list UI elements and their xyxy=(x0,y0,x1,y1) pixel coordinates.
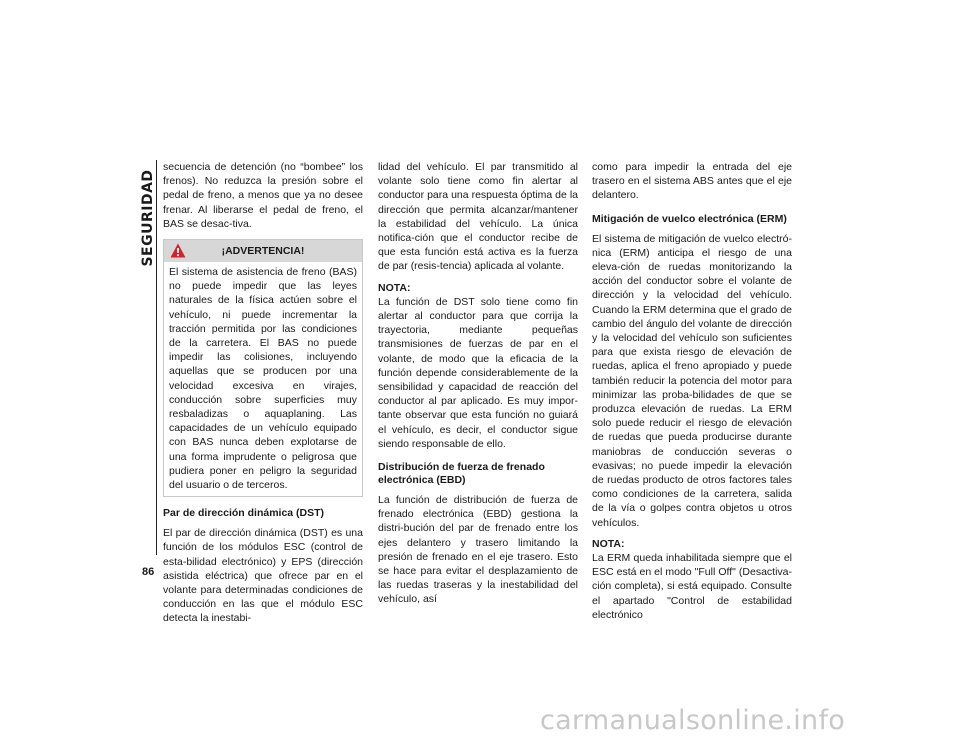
heading-erm: Mitigación de vuelco electrónica (ERM) xyxy=(592,212,787,225)
watermark: carmanualsonline.info xyxy=(540,705,846,736)
paragraph: La función de distribución de fuerza de frenado electrónica (EBD) gestiona la distri-bución del par de frenado entre los ejes delantero y trasero limitando la presión de frenado en el eje trasero. Esto se hace para evitar el desplazamiento de las ruedas traseras y la inestabilidad del vehículo, así xyxy=(378,494,578,606)
paragraph: como para impedir la entrada del eje trasero en el sistema ABS antes que el eje delantero. xyxy=(592,161,792,202)
paragraph: El par de dirección dinámica (DST) es una función de los módulos ESC (control de esta-bilidad electrónico) y EPS (dirección asistida eléctrica) que ofrece par en el volante para determinadas condiciones de conducción en las que el módulo ESC detecta la inestabi- xyxy=(163,527,363,625)
warning-header xyxy=(164,240,362,262)
warning-box xyxy=(163,239,363,497)
paragraph: secuencia de detención (no “bombee” los frenos). No reduzca la presión sobre el pedal de freno, a menos que ya no desee frenar. Al liberarse el pedal de freno, el BAS se desac-tiva. xyxy=(163,161,363,230)
heading-dst: Par de dirección dinámica (DST) xyxy=(163,507,325,520)
warning-title: ¡ADVERTENCIA! xyxy=(221,244,305,257)
note-text: La función de DST solo tiene como fin alertar al conductor para que corrija la trayectoria, mediante pequeñas transmisiones de fuerzas de par en el volante, de modo que la eficacia de la función depende considerablemente de la sensibilidad y capacidad de reacción del conductor al par aplicado. Es muy impor-tante observar que esta función no guiará el vehículo, es decir, el conductor sigue siendo responsable de ello. xyxy=(378,295,578,450)
paragraph: lidad del vehículo. El par transmitido al volante solo tiene como fin alertar al conductor para una respuesta óptima de la dirección que permita alcanzar/mantener la estabilidad del vehículo. La única notifica-ción que el conductor recibe de que esta función está activa es la fuerza de par (resis-tencia) aplicada al volante. xyxy=(378,161,578,273)
note-text: La ERM queda inhabilitada siempre que el ESC está en el modo "Full Off" (Desactiva-ción completa), si está equipado. Consulte el apartado "Control de estabilidad electrónico xyxy=(592,552,792,621)
vertical-rule xyxy=(156,160,157,555)
section-title-text: SEGURIDAD xyxy=(140,169,156,267)
column-2 xyxy=(378,160,578,614)
heading-ebd: Distribución de fuerza de frenado electrónica (EBD) xyxy=(378,461,545,487)
note-label: NOTA: xyxy=(378,281,411,294)
column-1 xyxy=(163,160,363,633)
paragraph: El sistema de mitigación de vuelco electró-nica (ERM) anticipa el riesgo de una eleva-ción de ruedas monitorizando la acción del conductor sobre el volante de dirección y la velocidad del vehículo. Cuando la ERM determina que el grado de cambio del ángulo del volante de dirección y la velocidad del vehículo son suficientes para que exista riesgo de elevación de ruedas, aplica el freno apropiado y puede también reducir la potencia del motor para minimizar las proba-bilidades de que se produzca elevación de ruedas. La ERM solo puede reducir el riesgo de elevación de ruedas que pueda producirse durante maniobras de conducción severas o evasivas; no puede impedir la elevación de ruedas producto de otros factores tales como condiciones de la carretera, salida de la vía o golpes contra objetos u otros vehículos. xyxy=(592,232,792,529)
note-label: NOTA: xyxy=(592,537,625,550)
warning-text: El sistema de asistencia de freno (BAS) no puede impedir que las leyes naturales de la física actúen sobre el vehículo, ni puede incrementar la tracción permitida por las condiciones de la carretera. El BAS no puede impedir las colisiones, incluyendo aquellas que se producen por una velocidad excesiva en virajes, conducción sobre superficies muy resbaladizas o aquaplaning. Las capacidades de un vehículo equipado con BAS nunca deben explotarse de una forma imprudente o peligrosa que pudiera poner en peligro la seguridad del usuario o de terceros. xyxy=(169,266,357,492)
warning-triangle-icon xyxy=(170,243,186,258)
page-number: 86 xyxy=(142,566,155,578)
column-3 xyxy=(592,160,792,629)
